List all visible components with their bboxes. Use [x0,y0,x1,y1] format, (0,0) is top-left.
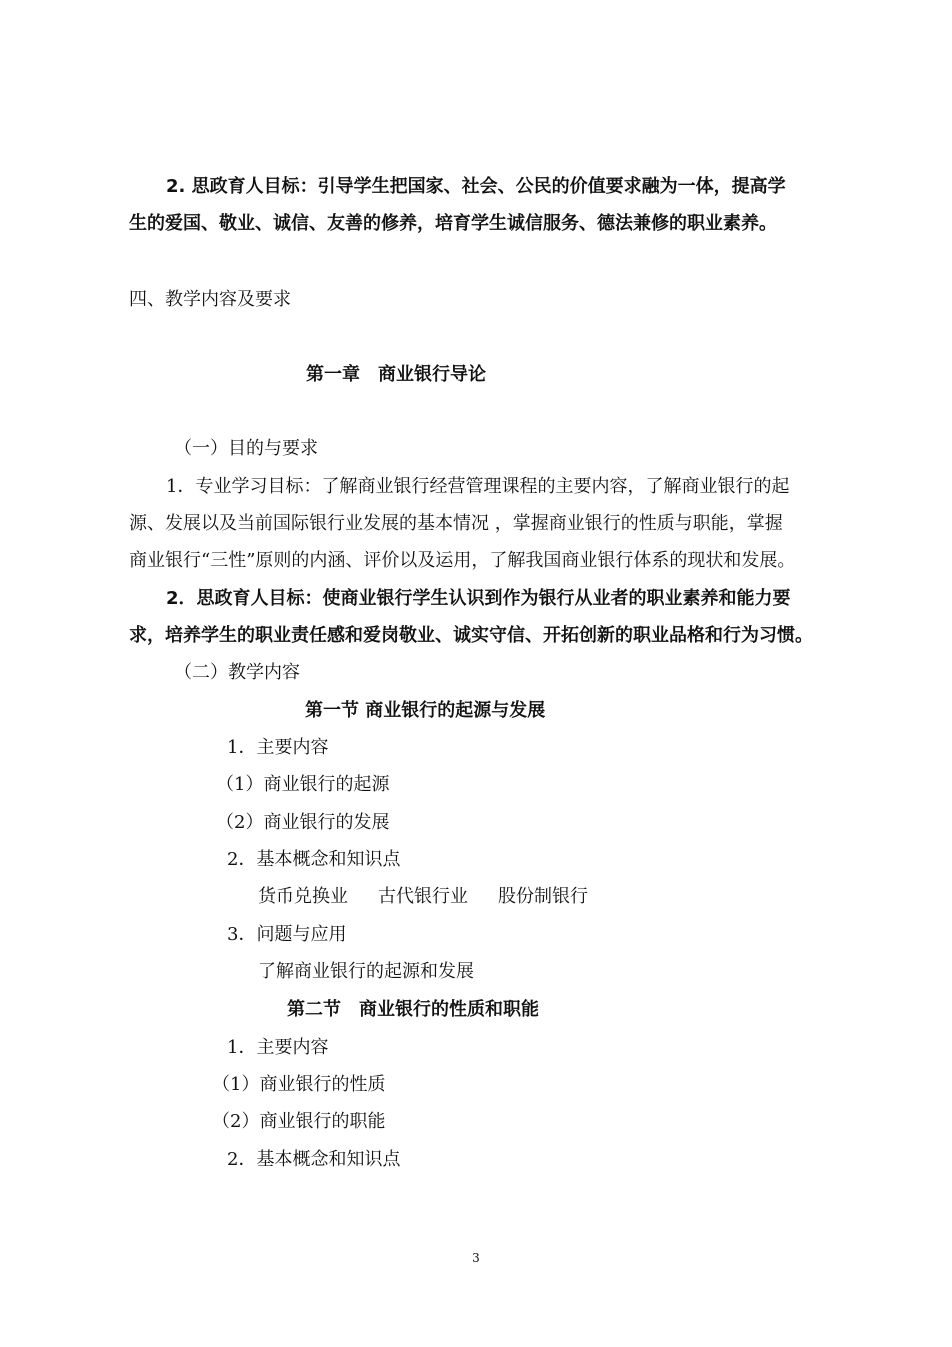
ideology-goal-prev-line1: 2. 思政育人目标：引导学生把国家、社会、公民的价值要求融为一体，提高学 [166,176,786,197]
professional-goal-line1: 1．专业学习目标：了解商业银行经营管理课程的主要内容，了解商业银行的起 [166,476,790,497]
ideology-goal-line1: 2．思政育人目标：使商业银行学生认识到作为银行从业者的职业素养和能力要 [166,588,791,609]
section2-item1: （1）商业银行的性质 [212,1074,386,1095]
page-number: 3 [472,1251,480,1265]
section1-concepts-label: 2．基本概念和知识点 [227,849,401,870]
section1-questions-text: 了解商业银行的起源和发展 [258,961,474,982]
section2-main-label: 1．主要内容 [227,1037,329,1058]
professional-goal-line2: 源、发展以及当前国际银行业发展的基本情况 ，掌握商业银行的性质与职能，掌握 [129,513,783,534]
section2-concepts-label: 2．基本概念和知识点 [227,1149,401,1170]
section1-item2: （2）商业银行的发展 [216,812,390,833]
section1-questions-label: 3．问题与应用 [227,924,347,945]
term-item: 古代银行业 [378,886,468,907]
section1-main-label: 1．主要内容 [227,737,329,758]
chapter-title: 第一章 商业银行导论 [306,364,486,385]
term-item: 货币兑换业 [258,886,348,907]
term-item: 股份制银行 [498,886,588,907]
purpose-heading: （一）目的与要求 [174,438,318,459]
professional-goal-line3: 商业银行“三性”原则的内涵、评价以及运用，了解我国商业银行体系的现状和发展。 [129,550,796,571]
section1-terms [258,885,618,909]
section2-item2: （2）商业银行的职能 [212,1111,386,1132]
section2-title: 第二节 商业银行的性质和职能 [287,999,539,1020]
section1-item1: （1）商业银行的起源 [216,774,390,795]
ideology-goal-line2: 求，培养学生的职业责任感和爱岗敬业、诚实守信、开拓创新的职业品格和行为习惯。 [129,625,813,646]
ideology-goal-prev-line2: 生的爱国、敬业、诚信、友善的修养，培育学生诚信服务、德法兼修的职业素养。 [129,213,777,234]
section1-title: 第一节 商业银行的起源与发展 [305,700,546,721]
content-heading: （二）教学内容 [174,662,300,683]
section-heading: 四、教学内容及要求 [129,289,291,310]
